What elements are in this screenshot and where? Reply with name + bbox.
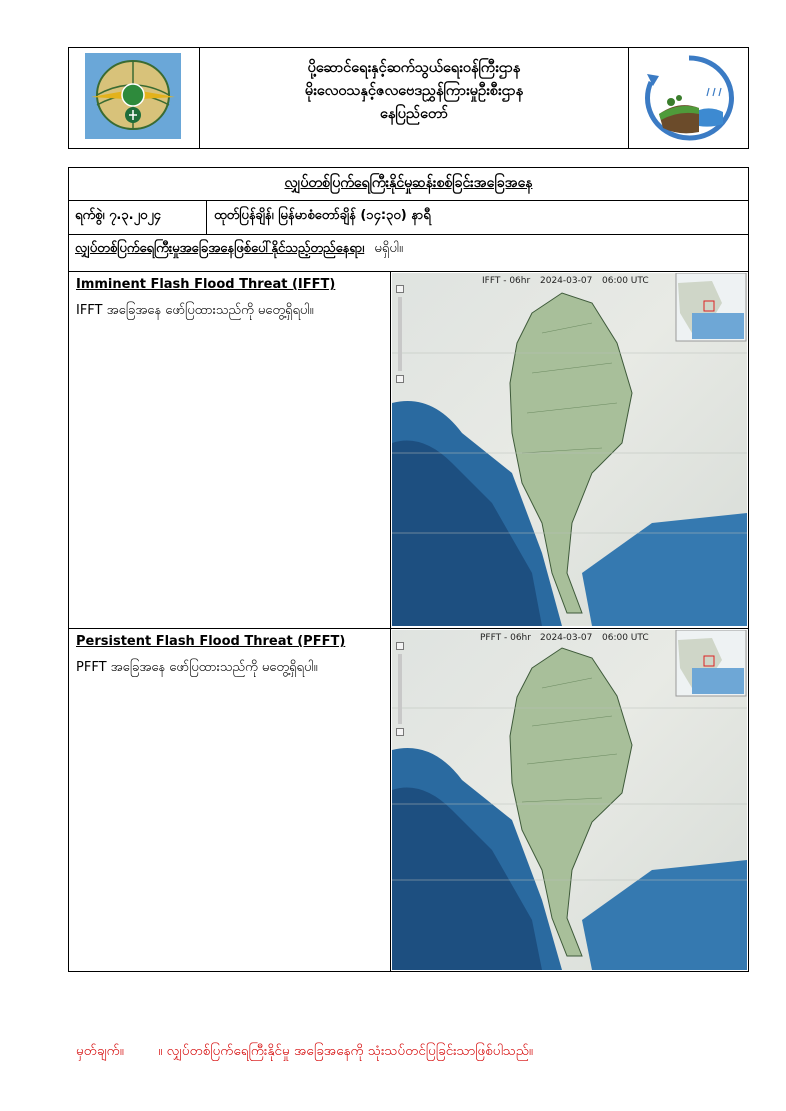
ifft-description: IFFT အခြေအနေ ဖော်ပြထားသည်ကို မတွေ့ရှိရပါ။ (76, 303, 314, 318)
hydro-logo-cell (628, 47, 749, 149)
row-divider (68, 200, 749, 201)
ministry-logo-cell (68, 47, 200, 149)
section-column-divider (390, 271, 391, 971)
footer-note-label: မှတ်ချက်။ (76, 1043, 124, 1059)
pfft-map-date: 2024-03-07 (540, 633, 593, 643)
zoom-out-button[interactable] (396, 728, 404, 736)
zoom-slider[interactable] (398, 654, 402, 724)
ifft-heading: Imminent Flash Flood Threat (IFFT) (76, 277, 336, 292)
zoom-slider[interactable] (398, 297, 402, 371)
risk-area-value: မရှိပါ။ (374, 241, 403, 256)
row-divider (68, 628, 749, 629)
row-divider (68, 234, 749, 235)
zoom-out-button[interactable] (396, 375, 404, 383)
footer-note (76, 1042, 533, 1062)
ifft-map-graphic (392, 273, 747, 626)
pfft-heading: Persistent Flash Flood Threat (PFFT) (76, 634, 346, 649)
issue-time: ထုတ်ပြန်ချိန်၊ မြန်မာစံတော်ချိန် (၁၄:၃၀) နာရီ (214, 208, 431, 223)
header-title-cell (200, 47, 628, 149)
pfft-map-graphic (392, 630, 747, 970)
pfft-description: PFFT အခြေအနေ ဖော်ပြထားသည်ကို မတွေ့ရှိရပါ။ (76, 660, 318, 675)
ifft-map-date: 2024-03-07 (540, 276, 593, 286)
row-divider (68, 271, 749, 272)
zoom-in-button[interactable] (396, 642, 404, 650)
table-title: လျှပ်တစ်ပြက်ရေကြီးနိုင်မှုဆန်းစစ်ခြင်းအခြေအနေ (284, 175, 533, 191)
footer-note-text: ။ လျှပ်တစ်ပြက်ရေကြီးနိုင်မှု အခြေအနေကို သုံးသပ်တင်ပြခြင်းသာဖြစ်ပါသည်။ (158, 1043, 534, 1059)
hydrology-cycle-logo (639, 52, 739, 144)
header-department-name: မိုးလေဝသနှင့်ဇလဗေဒညွှန်ကြားမှုဦးစီးဌာန (304, 83, 524, 99)
pfft-map-time: 06:00 UTC (602, 633, 649, 643)
zoom-in-button[interactable] (396, 285, 404, 293)
header-city: နေပြည်တော် (379, 106, 449, 122)
ifft-map-time: 06:00 UTC (602, 276, 649, 286)
risk-area-label: လျှပ်တစ်ပြက်ရေကြီးမှုအခြေအနေဖြစ်ပေါ်နိုင်သည့်တည်နေရာ၊ (75, 241, 365, 256)
header-ministry-name: ပို့ဆောင်ရေးနှင့်ဆက်သွယ်ရေးဝန်ကြီးဌာန (307, 60, 521, 76)
ifft-map-product: IFFT - 06hr (482, 276, 531, 286)
pfft-map[interactable] (392, 630, 747, 970)
risk-area-row (75, 240, 403, 259)
ifft-map[interactable] (392, 273, 747, 626)
cell-divider (206, 200, 207, 234)
ministry-logo (85, 53, 181, 139)
pfft-map-product: PFFT - 06hr (480, 633, 531, 643)
date-label: ရက်စွဲ၊ ၇.၃.၂၀၂၄ (75, 208, 161, 223)
